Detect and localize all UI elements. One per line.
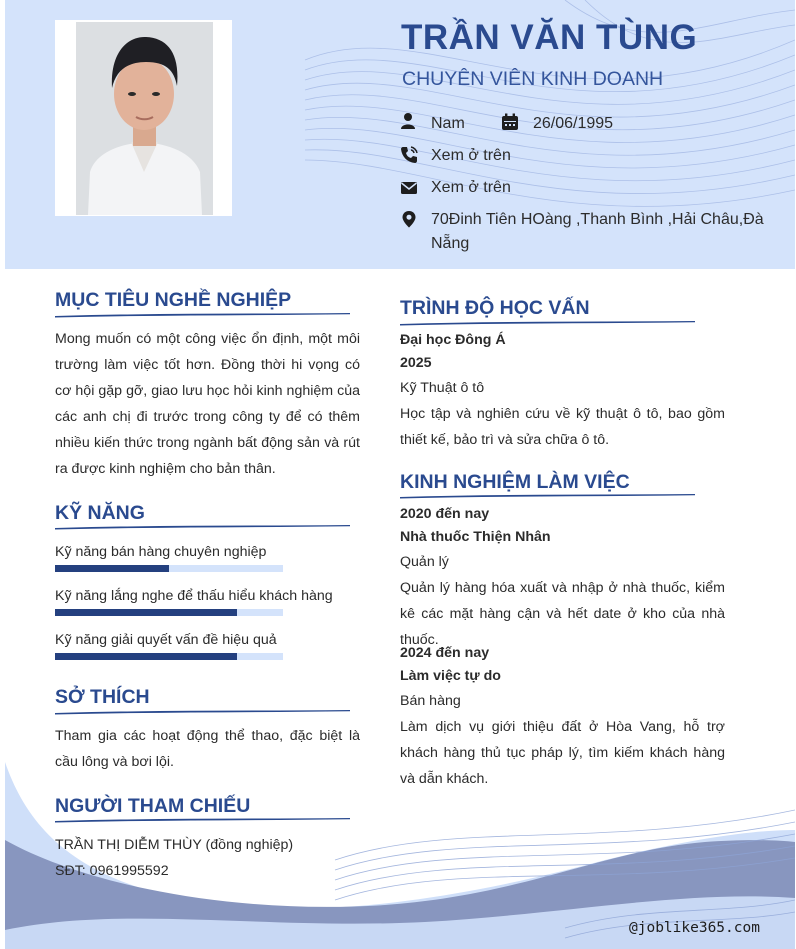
skill-level-fill bbox=[55, 565, 169, 572]
address-line-1: 70Đinh Tiên HOàng ,Thanh Bình ,Hải Châu,Đà bbox=[431, 211, 764, 228]
candidate-job-title: CHUYÊN VIÊN KINH DOANH bbox=[402, 68, 664, 90]
education-underline bbox=[400, 320, 695, 326]
references-underline bbox=[55, 817, 350, 823]
experience-role: Quản lý bbox=[400, 554, 449, 570]
objective-underline bbox=[55, 312, 350, 318]
reference-phone: SĐT: 0961995592 bbox=[55, 863, 169, 879]
experience-heading: KINH NGHIỆM LÀM VIỆC bbox=[400, 471, 630, 493]
person-icon bbox=[399, 112, 417, 130]
objective-text: Mong muốn có một công việc ổn định, một môi trường làm việc tốt hơn. Đồng thời hi vọng có cơ hội gặp gỡ, giao lưu học hỏi kinh nghiệm của các anh chị đi trước trong công ty để có thêm nhiều kiến thức trong ngành bất động sản và rút ra được kinh nghiệm cho bản thân. bbox=[55, 331, 360, 477]
skill-level-fill bbox=[55, 609, 237, 616]
skill-level-bar bbox=[55, 653, 283, 660]
skill-label: Kỹ năng giải quyết vấn đề hiệu quả bbox=[55, 632, 277, 648]
experience-company: Nhà thuốc Thiện Nhân bbox=[400, 529, 551, 545]
email-value: Xem ở trên bbox=[431, 179, 511, 196]
experience-description: Làm dịch vụ giới thiệu đất ở Hòa Vang, hỗ trợ khách hàng thủ tục pháp lý, tìm kiếm khách hàng và dẫn khách. bbox=[400, 719, 725, 787]
watermark: @joblike365.com bbox=[629, 920, 760, 936]
skill-level-bar bbox=[55, 565, 283, 572]
skill-label: Kỹ năng lắng nghe để thấu hiểu khách hàng bbox=[55, 588, 333, 604]
education-heading: TRÌNH ĐỘ HỌC VẤN bbox=[400, 297, 590, 319]
profile-photo-frame bbox=[55, 20, 232, 216]
map-pin-icon bbox=[400, 210, 418, 228]
experience-underline bbox=[400, 493, 695, 499]
skills-underline bbox=[55, 524, 350, 530]
phone-icon bbox=[400, 146, 418, 164]
experience-period: 2024 đến nay bbox=[400, 645, 490, 661]
education-description: Học tập và nghiên cứu về kỹ thuật ô tô, bao gồm thiết kế, bảo trì và sửa chữa ô tô. bbox=[400, 406, 725, 448]
calendar-icon bbox=[501, 113, 519, 131]
address-line-2: Nẵng bbox=[431, 235, 470, 252]
education-school: Đại học Đông Á bbox=[400, 332, 506, 348]
birthdate-value: 26/06/1995 bbox=[533, 115, 614, 132]
education-major: Kỹ Thuật ô tô bbox=[400, 380, 485, 396]
reference-name: TRẦN THỊ DIỄM THÙY (đồng nghiệp) bbox=[55, 837, 294, 853]
references-heading: NGƯỜI THAM CHIẾU bbox=[55, 795, 251, 817]
phone-value: Xem ở trên bbox=[431, 147, 511, 164]
objective-heading: MỤC TIÊU NGHỀ NGHIỆP bbox=[55, 289, 292, 311]
experience-description: Quản lý hàng hóa xuất và nhập ở nhà thuốc, kiểm kê các mặt hàng cận và hết date ở kho của nhà thuốc. bbox=[400, 580, 725, 648]
experience-company: Làm việc tự do bbox=[400, 668, 501, 684]
hobbies-underline bbox=[55, 709, 350, 715]
envelope-icon bbox=[400, 179, 418, 197]
cv-page bbox=[5, 0, 795, 949]
experience-period: 2020 đến nay bbox=[400, 506, 490, 522]
skills-heading: KỸ NĂNG bbox=[55, 502, 145, 524]
hobbies-text: Tham gia các hoạt động thể thao, đặc biệt là cầu lông và bơi lội. bbox=[55, 728, 360, 770]
skill-label: Kỹ năng bán hàng chuyên nghiệp bbox=[55, 544, 267, 560]
skill-level-fill bbox=[55, 653, 237, 660]
hobbies-heading: SỞ THÍCH bbox=[55, 686, 150, 708]
education-year: 2025 bbox=[400, 355, 432, 371]
gender-value: Nam bbox=[431, 115, 465, 132]
experience-role: Bán hàng bbox=[400, 693, 461, 709]
skill-level-bar bbox=[55, 609, 283, 616]
profile-photo bbox=[76, 22, 213, 215]
header-band bbox=[5, 0, 795, 269]
candidate-name: TRẦN VĂN TÙNG bbox=[401, 18, 698, 57]
